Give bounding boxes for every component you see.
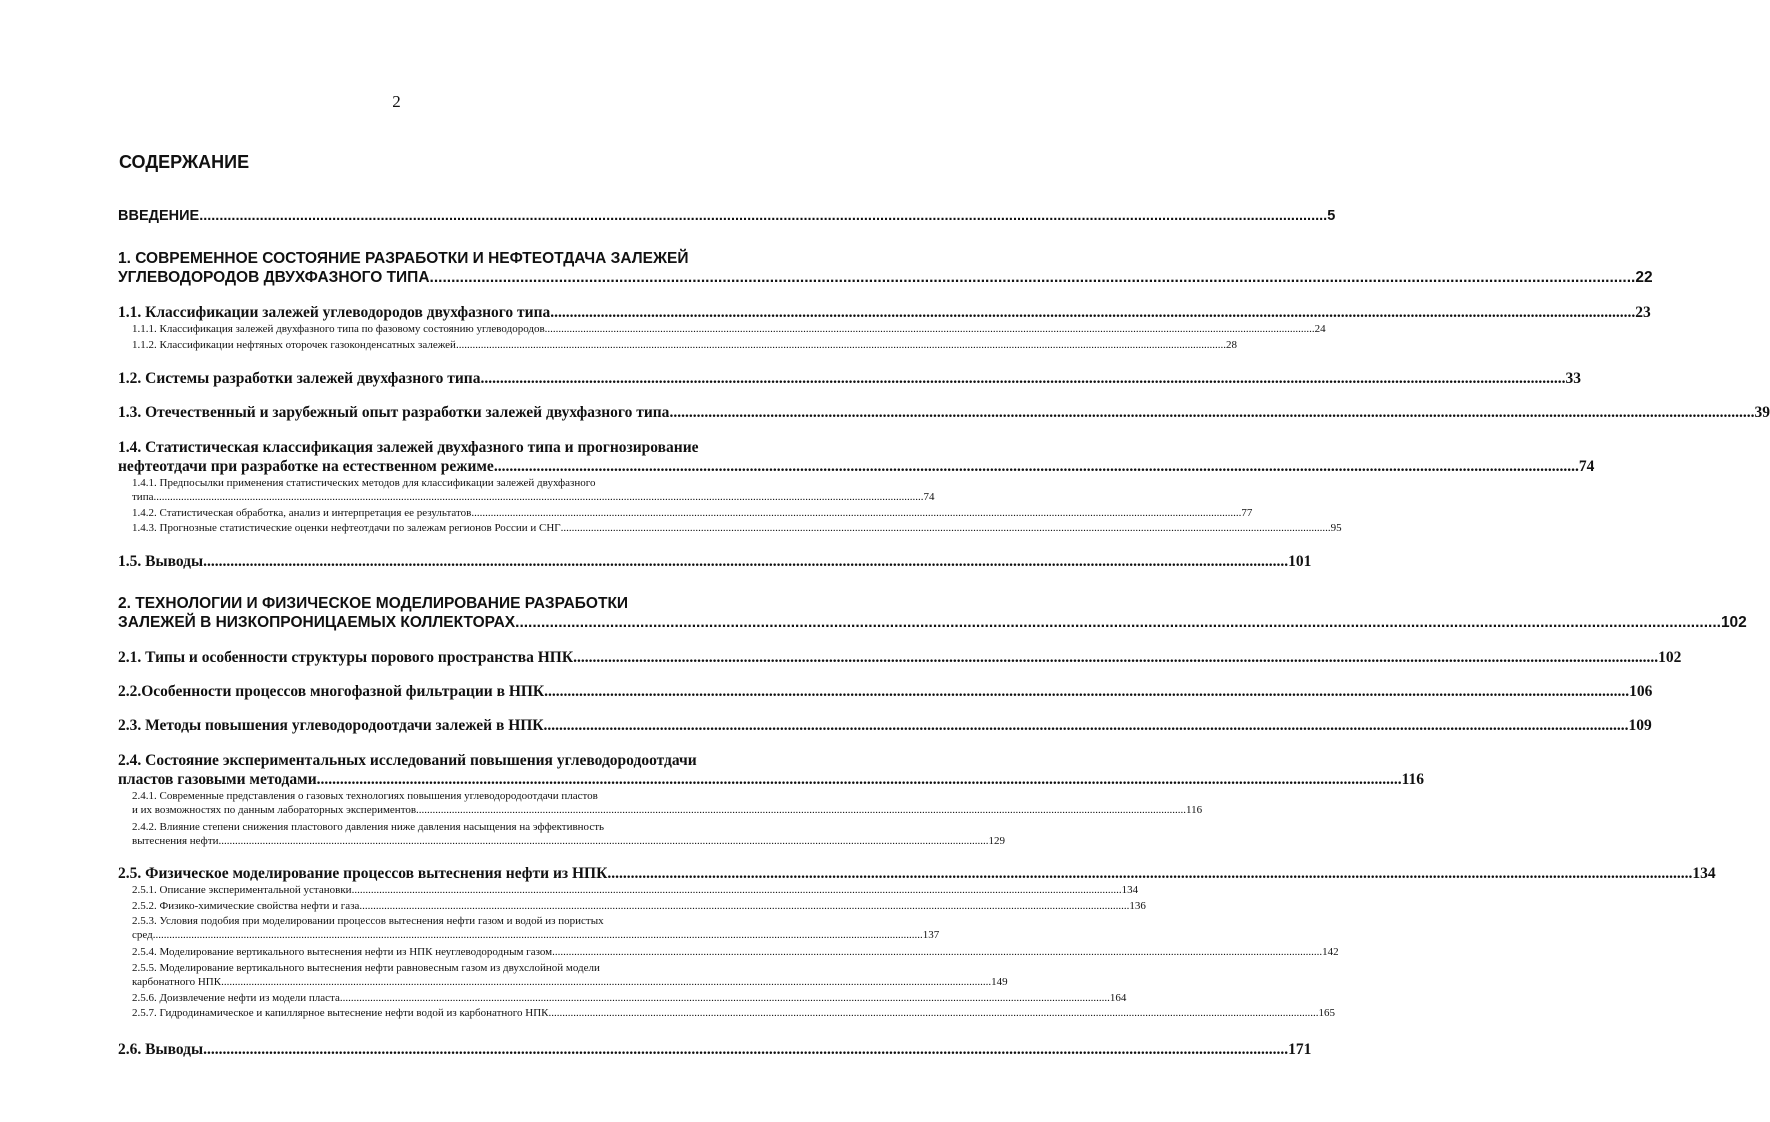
toc-title: СОДЕРЖАНИЕ <box>119 152 250 172</box>
page-ref: 134 <box>1121 884 1139 896</box>
toc-entry-2-1[interactable]: 2.1. Типы и особенности структуры порового пространства НПК ..... 102 <box>118 648 723 667</box>
page-ref: 102 <box>1720 614 1747 631</box>
page-ref: 165 <box>1318 1007 1335 1019</box>
page-ref: 106 <box>1629 683 1653 700</box>
page-ref: 23 <box>1635 304 1651 321</box>
toc-entry-2-4-1[interactable]: 2.4.1. Современные представления о газовых технологиях повышения углеводородоотдачи пластов и их возможностях по данным лабораторных экспериментов ..... 116 <box>132 789 723 817</box>
toc-entry-2-4-2[interactable]: 2.4.2. Влияние степени снижения пластового давления ниже давления насыщения на эффективность вытеснения нефти ..... 129 <box>132 820 723 848</box>
toc-entry-2-3[interactable]: 2.3. Методы повышения углеводородоотдачи залежей в НПК ..... 109 <box>118 716 723 735</box>
toc-entry-1-4-1[interactable]: 1.4.1. Предпосылки применения статистических методов для классификации залежей двухфазного типа ..... 74 <box>132 476 723 504</box>
toc-entry-1-1[interactable]: 1.1. Классификации залежей углеводородов двухфазного типа ..... 23 <box>118 303 723 322</box>
page-ref: 171 <box>1288 1041 1312 1058</box>
page-ref: 137 <box>922 929 940 941</box>
page-ref: 22 <box>1635 269 1653 286</box>
page-ref: 74 <box>923 491 935 503</box>
page-ref: 116 <box>1401 771 1425 788</box>
page-ref: 101 <box>1288 553 1312 570</box>
toc-entry-2-5[interactable]: 2.5. Физическое моделирование процессов вытеснения нефти из НПК ..... 134 <box>118 864 723 883</box>
toc-entry-1-4[interactable]: 1.4. Статистическая классификация залежей двухфазного типа и прогнозирование нефтеотдачи при разработке на естественном режиме ..... 74 <box>118 438 723 476</box>
toc-entry-1-1-2[interactable]: 1.1.2. Классификации нефтяных оторочек газоконденсатных залежей ..... 28 <box>132 338 723 352</box>
toc-entry-chapter-1[interactable]: 1. СОВРЕМЕННОЕ СОСТОЯНИЕ РАЗРАБОТКИ И НЕФТЕОТДАЧА ЗАЛЕЖЕЙ УГЛЕВОДОРОДОВ ДВУХФАЗНОГО ТИПА ..... 22 <box>118 249 723 287</box>
toc-entry-1-4-2[interactable]: 1.4.2. Статистическая обработка, анализ и интерпретация ее результатов ..... 77 <box>132 506 723 520</box>
page-ref: 134 <box>1692 865 1716 882</box>
page-ref: 102 <box>1658 649 1682 666</box>
toc-entry-1-5[interactable]: 1.5. Выводы ..... 101 <box>118 552 723 571</box>
toc-entry-2-5-6[interactable]: 2.5.6. Доизвлечение нефти из модели пласта ..... 164 <box>132 991 723 1005</box>
page-ref: 24 <box>1314 323 1326 335</box>
page-ref: 136 <box>1129 900 1146 912</box>
page-ref: 129 <box>988 835 1006 847</box>
toc-entry-introduction[interactable]: ВВЕДЕНИЕ ..... 5 <box>118 207 723 225</box>
toc-entry-1-2[interactable]: 1.2. Системы разработки залежей двухфазного типа ..... 33 <box>118 369 723 388</box>
toc-entry-2-5-2[interactable]: 2.5.2. Физико-химические свойства нефти и газа ..... 136 <box>132 899 723 913</box>
toc-entry-2-4[interactable]: 2.4. Состояние экспериментальных исследований повышения углеводородоотдачи пластов газовыми методами ..... 116 <box>118 751 723 789</box>
page-ref: 33 <box>1565 370 1581 387</box>
page-ref: 116 <box>1186 804 1203 816</box>
toc-entry-2-5-3[interactable]: 2.5.3. Условия подобия при моделировании процессов вытеснения нефти газом и водой из пористых сред ..... 137 <box>132 914 723 942</box>
toc-entry-2-5-1[interactable]: 2.5.1. Описание экспериментальной установки ..... 134 <box>132 883 723 897</box>
toc-entry-1-3[interactable]: 1.3. Отечественный и зарубежный опыт разработки залежей двухфазного типа ..... 39 <box>118 403 723 422</box>
page-ref: 109 <box>1628 717 1652 734</box>
page-ref: 39 <box>1754 404 1770 421</box>
toc-entry-1-1-1[interactable]: 1.1.1. Классификация залежей двухфазного типа по фазовому состоянию углеводородов ..... 24 <box>132 322 723 336</box>
page-ref: 142 <box>1322 946 1339 958</box>
toc-entry-chapter-2[interactable]: 2. ТЕХНОЛОГИИ И ФИЗИЧЕСКОЕ МОДЕЛИРОВАНИЕ РАЗРАБОТКИ ЗАЛЕЖЕЙ В НИЗКОПРОНИЦАЕМЫХ КОЛЛЕКТОРАХ ..... 102 <box>118 594 723 632</box>
page-ref: 28 <box>1225 339 1237 351</box>
page-ref: 164 <box>1109 992 1127 1004</box>
toc-entry-2-5-7[interactable]: 2.5.7. Гидродинамическое и капиллярное вытеснение нефти водой из карбонатного НПК ..... 165 <box>132 1006 723 1020</box>
toc-entry-2-6[interactable]: 2.6. Выводы ..... 171 <box>118 1040 723 1059</box>
toc-entry-2-5-5[interactable]: 2.5.5. Моделирование вертикального вытеснения нефти равновесным газом из двухслойной модели карбонатного НПК ..... 149 <box>132 961 723 989</box>
page-ref: 5 <box>1327 208 1336 224</box>
page-ref: 149 <box>991 976 1008 988</box>
page-number: 2 <box>392 92 401 111</box>
page-ref: 77 <box>1241 507 1253 519</box>
page-ref: 95 <box>1330 522 1342 534</box>
toc-entry-2-5-4[interactable]: 2.5.4. Моделирование вертикального вытеснения нефти из НПК неуглеводородным газом ..... 142 <box>132 945 723 959</box>
toc-entry-1-4-3[interactable]: 1.4.3. Прогнозные статистические оценки нефтеотдачи по залежам регионов России и СНГ ..... 95 <box>132 521 723 535</box>
page-ref: 74 <box>1578 458 1595 475</box>
toc-entry-2-2[interactable]: 2.2.Особенности процессов многофазной фильтрации в НПК ..... 106 <box>118 682 723 701</box>
